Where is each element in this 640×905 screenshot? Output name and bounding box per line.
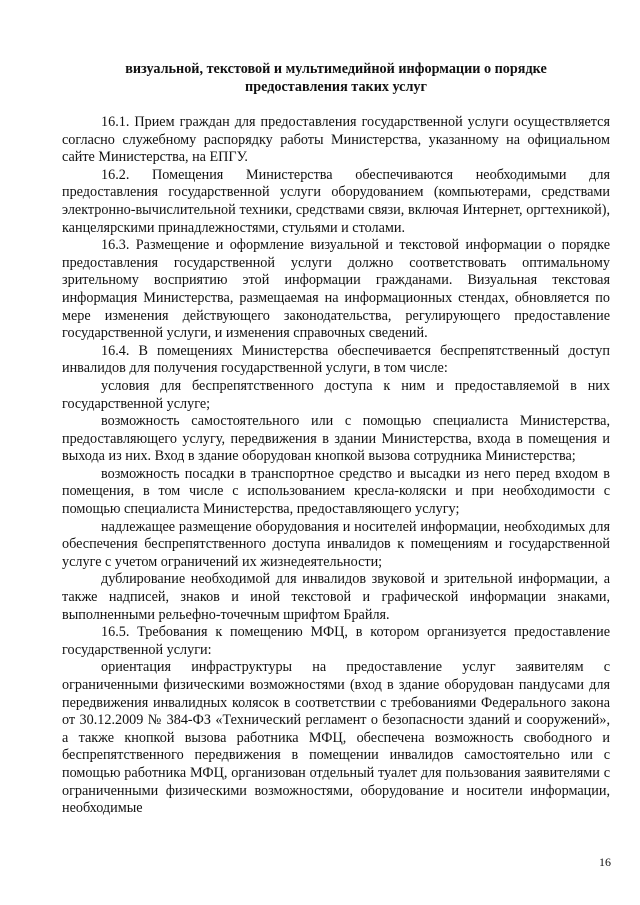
- page-number: 16: [599, 855, 611, 869]
- paragraph-16-4: 16.4. В помещениях Министерства обеспечивается беспрепятственный доступ инвалидов для получения государственной услуги, в том числе:: [62, 342, 610, 377]
- heading-line-2: предоставления таких услуг: [245, 79, 427, 95]
- body-text: [62, 114, 610, 818]
- list-item-movement: возможность самостоятельного или с помощью специалиста Министерства, предоставляющего услугу, передвижения в здании Министерства, входа в помещения и выхода из них. Вход в здание оборудован кнопкой вызова сотрудника Министерства;: [62, 413, 610, 465]
- document-page: [62, 60, 610, 818]
- list-item-equipment-placement: надлежащее размещение оборудования и носителей информации, необходимых для обеспечения беспрепятственного доступа инвалидов к помещениям и государственной услуге с учетом ограничений их жизнедеятельности;: [62, 518, 610, 570]
- list-item-duplication: дублирование необходимой для инвалидов звуковой и зрительной информации, а также надписей, знаков и иной текстовой и графической информации знаками, выполненными рельефно-точечным шрифтом Брайля.: [62, 571, 610, 623]
- paragraph-16-2: 16.2. Помещения Министерства обеспечиваются необходимыми для предоставления государственной услуги оборудованием (компьютерами, средствами электронно-вычислительной техники, средствами связи, включая Интернет, оргтехникой), канцелярскими принадлежностями, стульями и столами.: [62, 166, 610, 236]
- paragraph-16-5: 16.5. Требования к помещению МФЦ, в котором организуется предоставление государственной услуги:: [62, 624, 610, 658]
- section-heading: [62, 60, 610, 96]
- list-item-transport: возможность посадки в транспортное средство и высадки из него перед входом в помещения, в том числе с использованием кресла-коляски и при необходимости с помощью специалиста Министерства, предоставляющего услугу;: [62, 465, 610, 518]
- list-item-infrastructure: ориентация инфраструктуры на предоставление услуг заявителям с ограниченными физическими возможностями (вход в здание оборудован пандусами для передвижения инвалидных колясок в соответствии с требованиями Федерального закона от 30.12.2009 № 384-ФЗ «Технический регламент о безопасности зданий и сооружений», а также кнопкой вызова работника МФЦ, обеспечена возможность свободного и беспрепятственного передвижения в помещении инвалидов самостоятельно или с помощью работника МФЦ, организован отдельный туалет для пользования заявителями с ограниченными физическими возможностями, оборудование и носители информации, необходимые: [62, 659, 610, 817]
- heading-line-1: визуальной, текстовой и мультимедийной информации о порядке: [125, 61, 547, 77]
- paragraph-16-3: 16.3. Размещение и оформление визуальной и текстовой информации о порядке предоставления государственной услуги должно соответствовать оптимальному зрительному восприятию этой информации гражданами. Визуальная текстовая информация Министерства, размещаемая на информационных стендах, обновляется по мере изменения действующего законодательства, регулирующего предоставление государственной услуги, и изменения справочных сведений.: [62, 237, 610, 342]
- list-item-access-conditions: условия для беспрепятственного доступа к ним и предоставляемой в них государственной услуге;: [62, 377, 610, 412]
- paragraph-16-1: 16.1. Прием граждан для предоставления государственной услуги осуществляется согласно служебному распорядку работы Министерства, указанному на официальном сайте Министерства, на ЕПГУ.: [62, 114, 610, 166]
